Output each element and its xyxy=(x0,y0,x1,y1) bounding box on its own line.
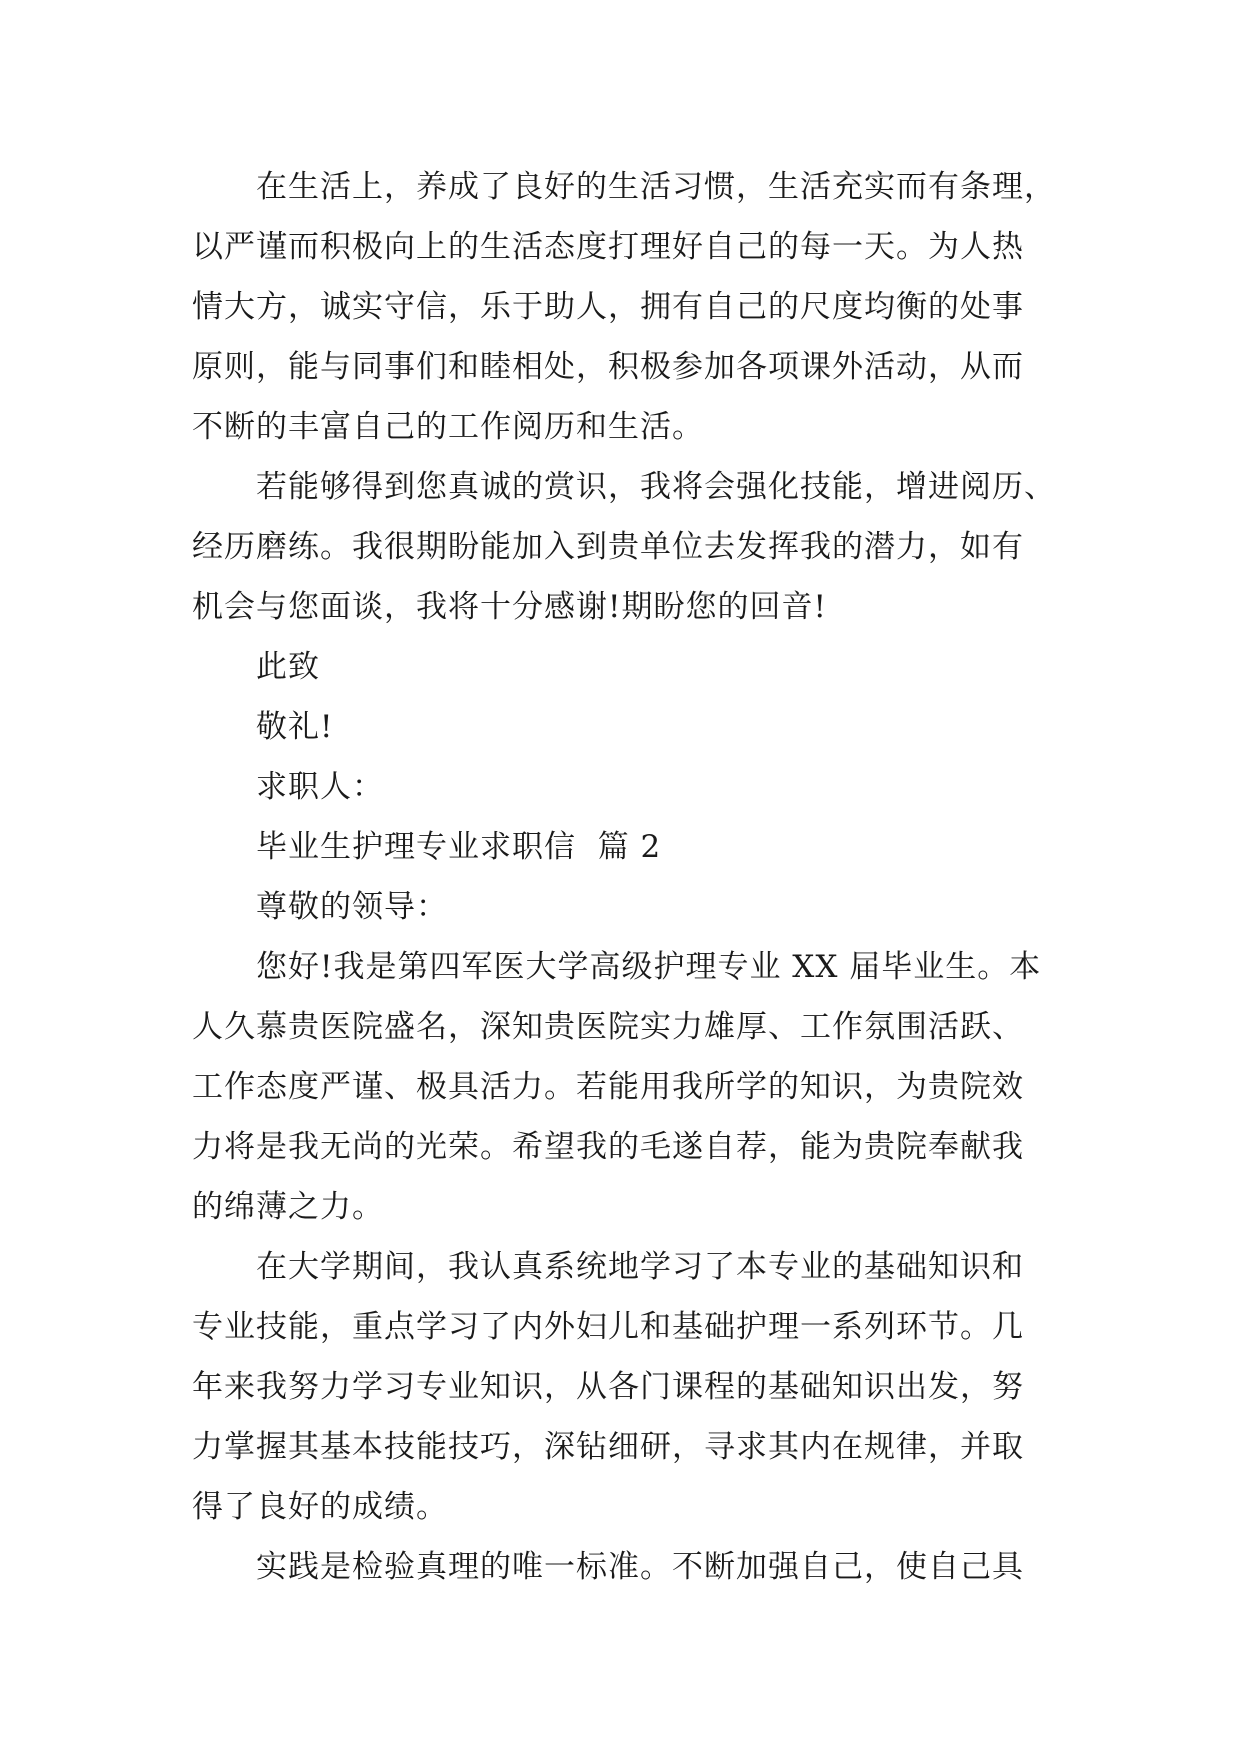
text-line: 原则，能与同事们和睦相处，积极参加各项课外活动，从而 xyxy=(192,349,1024,385)
text-line: 毕业生护理专业求职信 篇 2 xyxy=(256,829,662,865)
text-line: 年来我努力学习专业知识，从各门课程的基础知识出发，努 xyxy=(192,1369,1024,1405)
text-line: 情大方，诚实守信，乐于助人，拥有自己的尺度均衡的处事 xyxy=(192,289,1024,325)
text-line: 实践是检验真理的唯一标准。不断加强自己，使自己具 xyxy=(256,1549,1024,1585)
text-line: 力将是我无尚的光荣。希望我的毛遂自荐，能为贵院奉献我 xyxy=(192,1129,1024,1165)
text-line: 求职人： xyxy=(256,769,384,805)
text-line: 尊敬的领导： xyxy=(256,889,448,925)
text-line: 您好!我是第四军医大学高级护理专业 XX 届毕业生。本 xyxy=(256,949,1042,985)
text-line: 得了良好的成绩。 xyxy=(192,1489,448,1525)
text-line: 的绵薄之力。 xyxy=(192,1189,384,1225)
text-line: 以严谨而积极向上的生活态度打理好自己的每一天。为人热 xyxy=(192,229,1024,265)
text-line: 此致 xyxy=(256,649,320,685)
text-line: 在生活上，养成了良好的生活习惯，生活充实而有条理， xyxy=(256,169,1056,205)
text-line: 若能够得到您真诚的赏识，我将会强化技能，增进阅历、 xyxy=(256,469,1056,505)
text-line: 工作态度严谨、极具活力。若能用我所学的知识，为贵院效 xyxy=(192,1069,1024,1105)
text-line: 人久慕贵医院盛名，深知贵医院实力雄厚、工作氛围活跃、 xyxy=(192,1009,1024,1045)
text-line: 专业技能，重点学习了内外妇儿和基础护理一系列环节。几 xyxy=(192,1309,1024,1345)
text-line: 敬礼! xyxy=(256,709,334,745)
text-line: 力掌握其基本技能技巧，深钻细研，寻求其内在规律，并取 xyxy=(192,1429,1024,1465)
document-body xyxy=(192,157,1067,1597)
text-line: 不断的丰富自己的工作阅历和生活。 xyxy=(192,409,704,445)
text-line: 机会与您面谈，我将十分感谢!期盼您的回音! xyxy=(192,589,827,625)
text-line: 在大学期间，我认真系统地学习了本专业的基础知识和 xyxy=(256,1249,1024,1285)
text-line: 经历磨练。我很期盼能加入到贵单位去发挥我的潜力，如有 xyxy=(192,529,1024,565)
